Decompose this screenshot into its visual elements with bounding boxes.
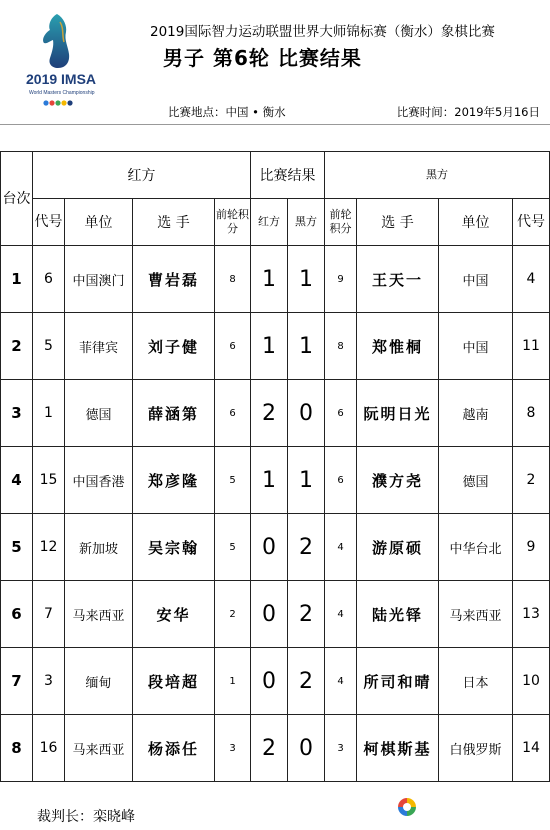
- red-prev-points-cell: 3: [215, 715, 251, 782]
- black-unit-cell: 日本: [439, 648, 513, 715]
- table-number-cell: 6: [1, 581, 33, 648]
- black-code-cell: 10: [513, 648, 550, 715]
- red-player-cell: 郑彦隆: [133, 447, 215, 514]
- black-code-cell: 13: [513, 581, 550, 648]
- table-row: [1, 648, 550, 715]
- results-table: [0, 151, 550, 782]
- red-code-cell: 7: [33, 581, 65, 648]
- black-player-cell: 阮明日光: [357, 380, 439, 447]
- horse-icon: [43, 14, 69, 68]
- table-row: [1, 514, 550, 581]
- event-title: 2019国际智力运动联盟世界大师锦标赛（衡水）象棋比赛: [150, 24, 495, 40]
- table-row: [1, 313, 550, 380]
- red-code-cell: 3: [33, 648, 65, 715]
- table-number-cell: 8: [1, 715, 33, 782]
- black-unit-cell: 越南: [439, 380, 513, 447]
- red-code-header: 代号: [33, 199, 65, 246]
- black-prev-points-cell: 3: [325, 715, 357, 782]
- red-prev-points-cell: 6: [215, 380, 251, 447]
- table-row: [1, 246, 550, 313]
- red-prev-points-cell: 2: [215, 581, 251, 648]
- round-title: 男子 第6轮 比赛结果: [163, 46, 362, 70]
- red-unit-cell: 新加坡: [65, 514, 133, 581]
- red-side-header: 红方: [33, 152, 251, 199]
- black-player-cell: 濮方尧: [357, 447, 439, 514]
- black-code-cell: 4: [513, 246, 550, 313]
- red-player-cell: 曹岩磊: [133, 246, 215, 313]
- red-unit-cell: 菲律宾: [65, 313, 133, 380]
- black-player-header: 选 手: [357, 199, 439, 246]
- table-row: [1, 715, 550, 782]
- black-score-cell: 2: [288, 648, 325, 715]
- black-prev-points-cell: 6: [325, 380, 357, 447]
- black-player-cell: 所司和晴: [357, 648, 439, 715]
- red-unit-cell: 马来西亚: [65, 715, 133, 782]
- black-code-cell: 2: [513, 447, 550, 514]
- red-unit-cell: 德国: [65, 380, 133, 447]
- red-unit-cell: 缅甸: [65, 648, 133, 715]
- red-prev-points-cell: 8: [215, 246, 251, 313]
- red-code-cell: 1: [33, 380, 65, 447]
- red-code-cell: 15: [33, 447, 65, 514]
- black-player-cell: 游原硕: [357, 514, 439, 581]
- table-number-cell: 3: [1, 380, 33, 447]
- black-player-cell: 陆光铎: [357, 581, 439, 648]
- table-number-header: 台次: [1, 152, 33, 246]
- black-player-cell: 郑惟桐: [357, 313, 439, 380]
- red-score-cell: 1: [251, 313, 288, 380]
- match-date: 比赛时间：2019年5月16日: [396, 105, 540, 119]
- red-unit-cell: 中国澳门: [65, 246, 133, 313]
- black-code-cell: 9: [513, 514, 550, 581]
- black-score-cell: 0: [288, 380, 325, 447]
- black-prev-points-header: 前轮积分: [325, 199, 357, 246]
- logo-text: 2019 IMSA: [26, 71, 97, 87]
- red-score-cell: 0: [251, 581, 288, 648]
- table-number-cell: 5: [1, 514, 33, 581]
- black-score-cell: 1: [288, 246, 325, 313]
- black-unit-cell: 德国: [439, 447, 513, 514]
- table-number-cell: 4: [1, 447, 33, 514]
- red-code-cell: 12: [33, 514, 65, 581]
- table-number-cell: 7: [1, 648, 33, 715]
- black-prev-points-cell: 8: [325, 313, 357, 380]
- black-code-cell: 14: [513, 715, 550, 782]
- red-player-cell: 安华: [133, 581, 215, 648]
- red-score-cell: 2: [251, 380, 288, 447]
- black-player-cell: 柯棋斯基: [357, 715, 439, 782]
- black-result-header: 黑方: [288, 199, 325, 246]
- table-number-cell: 2: [1, 313, 33, 380]
- black-score-cell: 1: [288, 447, 325, 514]
- black-unit-cell: 中华台北: [439, 514, 513, 581]
- imsa-logo: [24, 12, 144, 112]
- red-player-cell: 刘子健: [133, 313, 215, 380]
- red-score-cell: 0: [251, 648, 288, 715]
- black-unit-cell: 中国: [439, 313, 513, 380]
- red-code-cell: 16: [33, 715, 65, 782]
- header: [0, 0, 550, 100]
- red-player-cell: 段培超: [133, 648, 215, 715]
- black-code-cell: 8: [513, 380, 550, 447]
- black-unit-cell: 中国: [439, 246, 513, 313]
- black-prev-points-cell: 6: [325, 447, 357, 514]
- red-player-cell: 杨添任: [133, 715, 215, 782]
- red-score-cell: 1: [251, 246, 288, 313]
- divider: [0, 124, 550, 125]
- black-unit-cell: 白俄罗斯: [439, 715, 513, 782]
- black-unit-header: 单位: [439, 199, 513, 246]
- red-code-cell: 5: [33, 313, 65, 380]
- red-code-cell: 6: [33, 246, 65, 313]
- red-prev-points-cell: 5: [215, 514, 251, 581]
- black-score-cell: 2: [288, 514, 325, 581]
- black-score-cell: 1: [288, 313, 325, 380]
- black-prev-points-cell: 9: [325, 246, 357, 313]
- match-location: 比赛地点：中国 • 衡水: [168, 105, 286, 119]
- red-unit-cell: 马来西亚: [65, 581, 133, 648]
- red-prev-points-header: 前轮积分: [215, 199, 251, 246]
- red-prev-points-cell: 5: [215, 447, 251, 514]
- watermark-badge-icon: [398, 798, 416, 816]
- result-header: 比赛结果: [251, 152, 325, 199]
- table-row: [1, 581, 550, 648]
- black-prev-points-cell: 4: [325, 581, 357, 648]
- red-score-cell: 2: [251, 715, 288, 782]
- chief-referee: 裁判长：栾晓峰: [37, 809, 135, 825]
- red-unit-cell: 中国香港: [65, 447, 133, 514]
- red-result-header: 红方: [251, 199, 288, 246]
- black-score-cell: 0: [288, 715, 325, 782]
- table-row: [1, 447, 550, 514]
- red-prev-points-cell: 6: [215, 313, 251, 380]
- black-prev-points-cell: 4: [325, 648, 357, 715]
- red-unit-header: 单位: [65, 199, 133, 246]
- red-prev-points-cell: 1: [215, 648, 251, 715]
- red-player-header: 选 手: [133, 199, 215, 246]
- black-player-cell: 王天一: [357, 246, 439, 313]
- red-score-cell: 1: [251, 447, 288, 514]
- sponsor-icons: [43, 100, 72, 105]
- table-number-cell: 1: [1, 246, 33, 313]
- red-player-cell: 吴宗翰: [133, 514, 215, 581]
- black-code-header: 代号: [513, 199, 550, 246]
- black-prev-points-cell: 4: [325, 514, 357, 581]
- black-score-cell: 2: [288, 581, 325, 648]
- logo-subtitle: World Masters Championship: [29, 90, 95, 96]
- table-row: [1, 380, 550, 447]
- red-score-cell: 0: [251, 514, 288, 581]
- red-player-cell: 薛涵第: [133, 380, 215, 447]
- black-code-cell: 11: [513, 313, 550, 380]
- black-unit-cell: 马来西亚: [439, 581, 513, 648]
- black-side-header: 黑方: [325, 152, 550, 199]
